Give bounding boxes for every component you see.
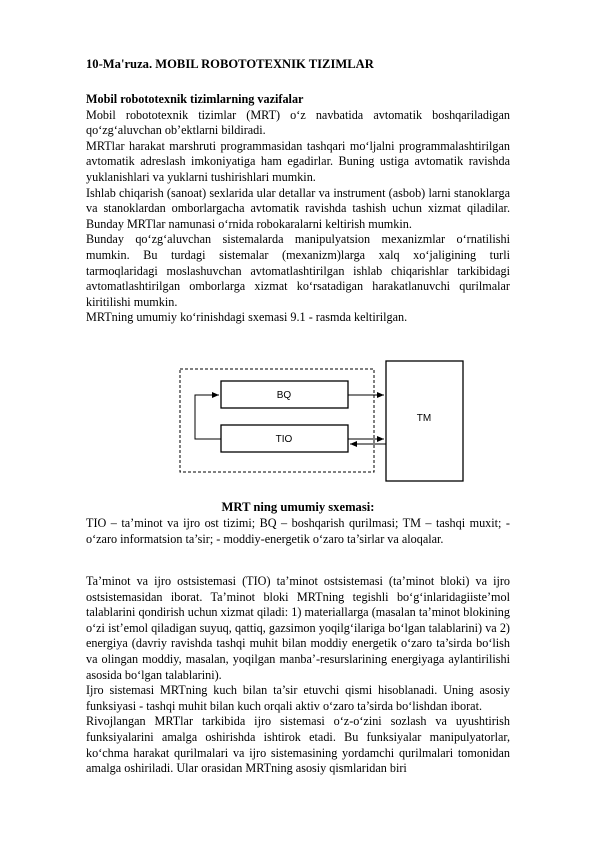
feedback-line <box>195 395 221 439</box>
paragraph-5: MRTning umumiy ko‘rinishdagi sxemasi 9.1 - rasmda keltirilgan. <box>86 310 408 325</box>
paragraph-1: Mobil robototexnik tizimlar (MRT) o‘z navbatida avtomatik boshqariladigan qo‘zg‘aluvchan ob’ektlarni bildiradi. <box>86 107 510 138</box>
figure-caption: MRT ning umumiy sxemasi: <box>221 500 375 514</box>
section-bottom <box>86 574 510 777</box>
bq-label: BQ <box>276 390 292 401</box>
legend-text: TIO – ta’minot va ijro ost tizimi; BQ – boshqarish qurilmasi; TM – tashqi muxit; - o‘zaro informatsion ta’sir; - moddiy-energetik o‘zaro ta’sirlar va aloqalar. <box>86 516 510 546</box>
section-heading: Mobil robototexnik tizimlarning vazifalar <box>86 92 304 106</box>
paragraph-6: Ta’minot va ijro ostsistemasi (TIO) ta’minot ostsistemasi (ta’minot bloki) va ijro ostsistemasidan iborat. Ta’minot bloki MRTning tegishli bo‘g‘inlaridagiiste’mol talablarini qondirish uchun xizmat qiladi: 1) materiallarga (masalan ta’minot blokining o‘zi ist’emol qiladigan suyuq, qattiq, gazsimon yoqilg‘ilariga bo‘lgan talablarini) va 2) energiya (davriy ravishda tashqi muhit bilan moddiy energetik o‘zaro ta’sirda bo‘lish va olingan moddiy, masalan, yoqilgan manba’-resurslarining energiyaga aylantirilishi asosida bo‘lgan talablarini). <box>86 574 510 682</box>
tio-label: TIO <box>275 434 293 445</box>
paragraph-4: Bunday qo‘zg‘aluvchan sistemalarda manipulyatsion mexanizmlar o‘rnatilishi mumkin. Bu turdagi sistemalar (mexanizm)larga xalq xo‘jaligining turli tarmoqlaridagi moslashuvchan avtomatlashtirilgan ishlab chiqarishlar tarkibidagi avtomatlashtirilgan omborlarga xizmat ko‘rsatadigan harakatlanuvchi qurilmalar kiritilishi mumkin. <box>86 232 510 309</box>
paragraph-3: Ishlab chiqarish (sanoat) sexlarida ular detallar va instrument (asbob) larni stanoklarga va stanoklardan omborlargacha avtomatik ravishda tashish uchun xizmat qiladilar. Bunday MRTlar namunasi o‘rnida robokaralarni keltirish mumkin. <box>86 185 510 231</box>
paragraph-2: MRTlar harakat marshruti programmasidan tashqari mo‘ljalni programmalashtirilgan avtomatik adreslash imkoniyatiga ham egadirlar. Buning ustiga avtomatik ravishda yuklanishlari va yuklarni tushirishlari mumkin. <box>86 138 510 184</box>
page-title: 10-Ma'ruza. MOBIL ROBOTOTEXNIK TIZIMLAR <box>86 57 374 71</box>
paragraph-7: Ijro sistemasi MRTning kuch bilan ta’sir etuvchi qismi hisoblanadi. Uning asosiy funksiyasi - tashqi muhit bilan kuch orqali aktiv o‘zaro ta’sirda bo‘lishdan iborat. <box>86 683 510 713</box>
paragraph-8: Rivojlangan MRTlar tarkibida ijro sistemasi o‘z-o‘zini sozlash va uyushtirish funksiyalarini amalga oshirishda ishtirok etadi. Bu funksiyalar manipulyatorlar, ko‘chma harakat qurilmalari va ijro sistemasining yordamchi qurilmalari tomonidan amalga oshiriladi. Ular orasidan MRTning asosiy qismlaridan biri <box>86 714 510 776</box>
tm-label: TM <box>416 413 432 424</box>
